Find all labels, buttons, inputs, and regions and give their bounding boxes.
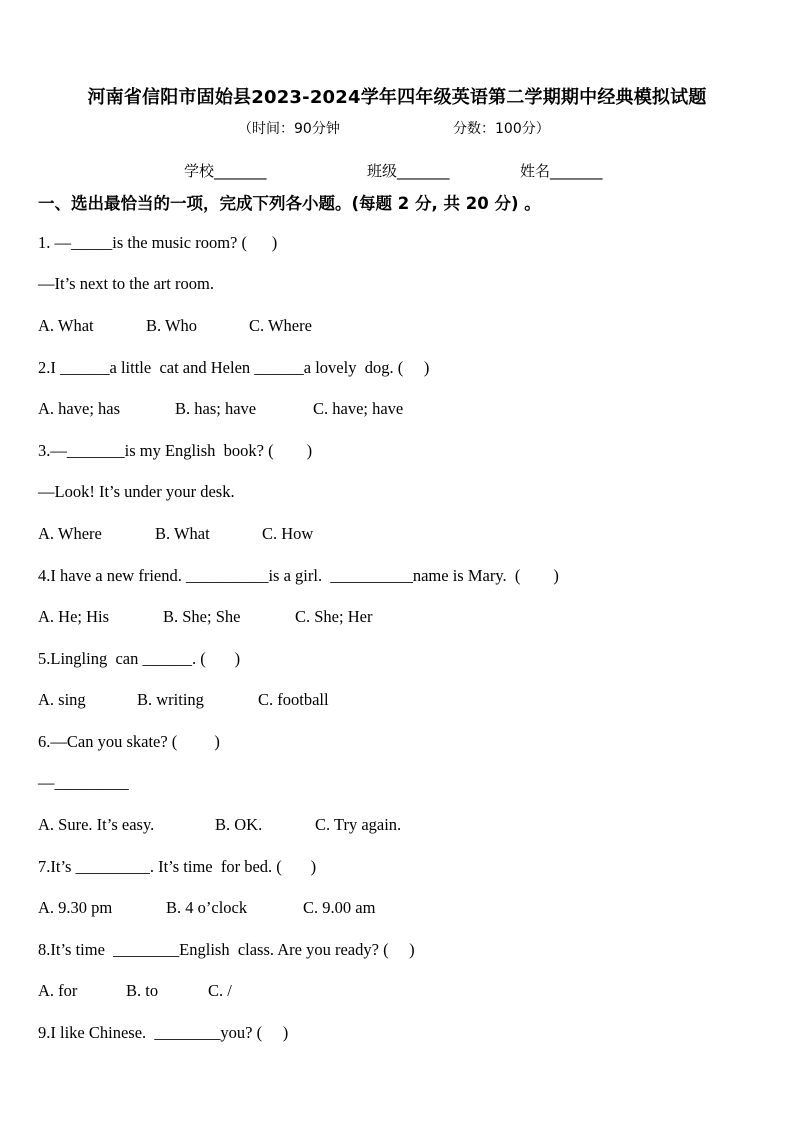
question-5-stem: 5.Lingling can ______. ( ) [38,649,241,668]
question-3-stem: 3.—_______is my English book? ( ) [38,441,313,460]
question-1-option-a: A. What [38,316,94,335]
question-8-option-c: C. / [208,981,232,1000]
question-8-option-a: A. for [38,981,78,1000]
question-6-option-b: B. OK. [215,815,263,834]
question-4-stem: 4.I have a new friend. __________is a girl. __________name is Mary. ( ) [38,566,559,585]
question-1-option-c: C. Where [249,316,312,335]
question-4-option-c: C. She; Her [295,607,373,626]
question-9-stem: 9.I like Chinese. ________you? ( ) [38,1023,289,1042]
exam-time: （时间：90分钟 [238,121,340,137]
exam-score: 分数：100分） [453,121,550,137]
question-5-option-b: B. writing [137,690,204,709]
question-2-stem: 2.I ______a little cat and Helen ______a lovely dog. ( ) [38,358,430,377]
question-6-option-a: A. Sure. It’s easy. [38,815,155,834]
question-2-option-a: A. have; has [38,399,121,418]
question-1-answer-line: —It’s next to the art room. [38,274,214,293]
question-6-stem: 6.—Can you skate? ( ) [38,732,220,751]
question-3-option-a: A. Where [38,524,102,543]
question-5-option-a: A. sing [38,690,86,709]
question-2-option-b: B. has; have [175,399,257,418]
question-2-option-c: C. have; have [313,399,404,418]
question-3-answer-line: —Look! It’s under your desk. [38,482,235,501]
section-title: 一、选出最恰当的一项，完成下列各小题。(每题 2 分, 共 20 分) 。 [38,194,541,213]
class-field: 班级_______ [367,162,450,180]
question-5-option-c: C. football [258,690,329,709]
question-1-stem: 1. —_____is the music room? ( ) [38,233,278,252]
question-3-option-c: C. How [262,524,314,543]
question-4-option-a: A. He; His [38,607,110,626]
question-7-stem: 7.It’s _________. It’s time for bed. ( ) [38,857,317,876]
question-1-option-b: B. Who [146,316,198,335]
question-8-option-b: B. to [126,981,159,1000]
exam-title: 河南省信阳市固始县2023-2024学年四年级英语第二学期期中经典模拟试题 [87,87,707,108]
question-6-answer-line: —_________ [38,773,129,792]
question-7-option-b: B. 4 o’clock [166,898,248,917]
question-7-option-a: A. 9.30 pm [38,898,113,917]
question-8-stem: 8.It’s time ________English class. Are you ready? ( ) [38,940,415,959]
name-field: 姓名_______ [520,162,603,180]
school-field: 学校_______ [184,162,267,180]
question-6-option-c: C. Try again. [315,815,402,834]
question-3-option-b: B. What [155,524,210,543]
question-7-option-c: C. 9.00 am [303,898,376,917]
question-4-option-b: B. She; She [163,607,241,626]
